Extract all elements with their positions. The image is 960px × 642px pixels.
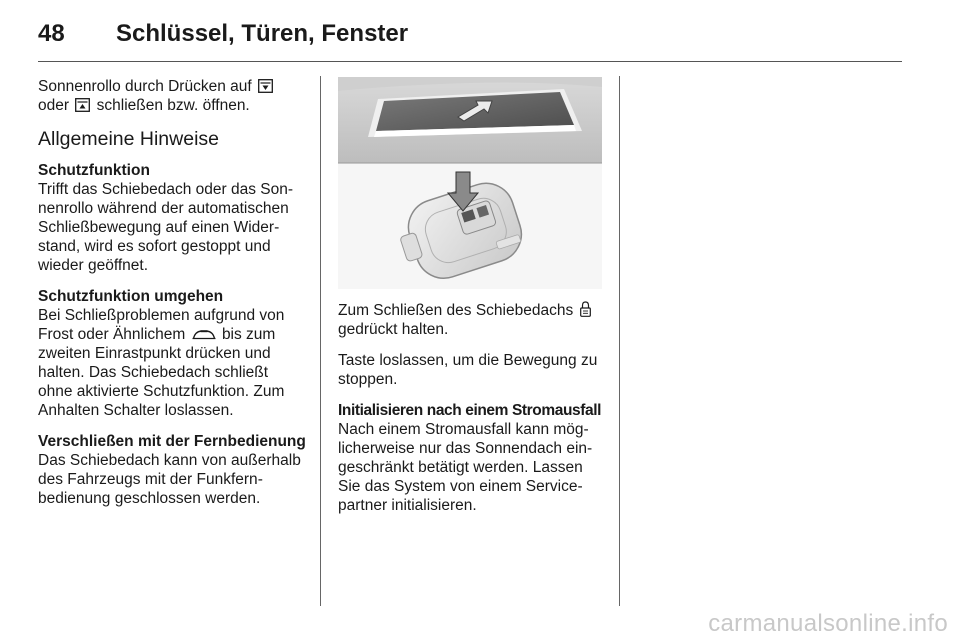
init-paragraph bbox=[338, 401, 608, 515]
column-divider-right bbox=[619, 76, 620, 606]
release-paragraph: Taste loslassen, um die Bewegung zu stoppen. bbox=[338, 352, 598, 388]
chapter-title: Schlüssel, Türen, Fenster bbox=[116, 20, 409, 47]
sunroof-remote-illustration bbox=[338, 77, 602, 289]
intro-text-1: Sonnenrollo durch Drücken auf bbox=[38, 78, 252, 95]
sunroof-switch-icon bbox=[192, 329, 216, 341]
protection-text: Trifft das Schiebedach oder das Sonnenrollo während der automatischen Schließbewegung auf einen Widerstand, wird es sofort gestoppt und wieder geöffnet. bbox=[38, 181, 294, 274]
protection-heading: Schutzfunktion bbox=[38, 162, 150, 179]
page-number: 48 bbox=[38, 20, 65, 47]
page-header bbox=[38, 18, 900, 62]
remote-paragraph bbox=[38, 432, 306, 508]
init-text: Nach einem Stromausfall kann möglicherweise nur das Sonnendach eingeschränkt betätigt werden. Lassen Sie das System von einem Servicepartner initialisieren. bbox=[338, 421, 593, 514]
bypass-heading: Schutzfunktion umgehen bbox=[38, 288, 224, 305]
sunshade-close-icon bbox=[258, 79, 273, 93]
intro-text-3: schließen bzw. öffnen. bbox=[96, 97, 250, 114]
header-rule bbox=[38, 61, 902, 62]
close-text-2: gedrückt halten. bbox=[338, 321, 449, 338]
bypass-text-2: bis zum zweiten Einrastpunkt drücken und halten. Das Schiebedach schließt ohne aktivierte Schutzfunktion. Zum Anhalten Schalter loslassen. bbox=[38, 326, 285, 419]
sunshade-open-icon bbox=[75, 98, 90, 112]
illustration-graphic bbox=[338, 77, 602, 289]
remote-text: Das Schiebedach kann von außerhalb des Fahrzeugs mit der Funkfernbedienung geschlossen werden. bbox=[38, 452, 301, 507]
bypass-paragraph bbox=[38, 287, 306, 420]
bypass-text-1: Bei Schließproblemen aufgrund von Frost oder Ähnlichem bbox=[38, 307, 285, 343]
watermark: carmanualsonline.info bbox=[708, 610, 948, 637]
intro-text-2: oder bbox=[38, 97, 70, 114]
protection-paragraph bbox=[38, 161, 306, 275]
remote-heading: Verschließen mit der Fernbedienung bbox=[38, 433, 306, 450]
column-divider-left bbox=[320, 76, 321, 606]
right-column bbox=[338, 301, 608, 527]
left-column bbox=[38, 77, 306, 520]
section-heading: Allgemeine Hinweise bbox=[38, 128, 220, 150]
close-text-1: Zum Schließen des Schiebedachs bbox=[338, 302, 574, 319]
init-heading: Initialisieren nach einem Stromausfall bbox=[338, 402, 602, 419]
intro-paragraph bbox=[38, 77, 306, 115]
close-paragraph bbox=[338, 301, 608, 339]
lock-button-icon bbox=[580, 301, 591, 317]
